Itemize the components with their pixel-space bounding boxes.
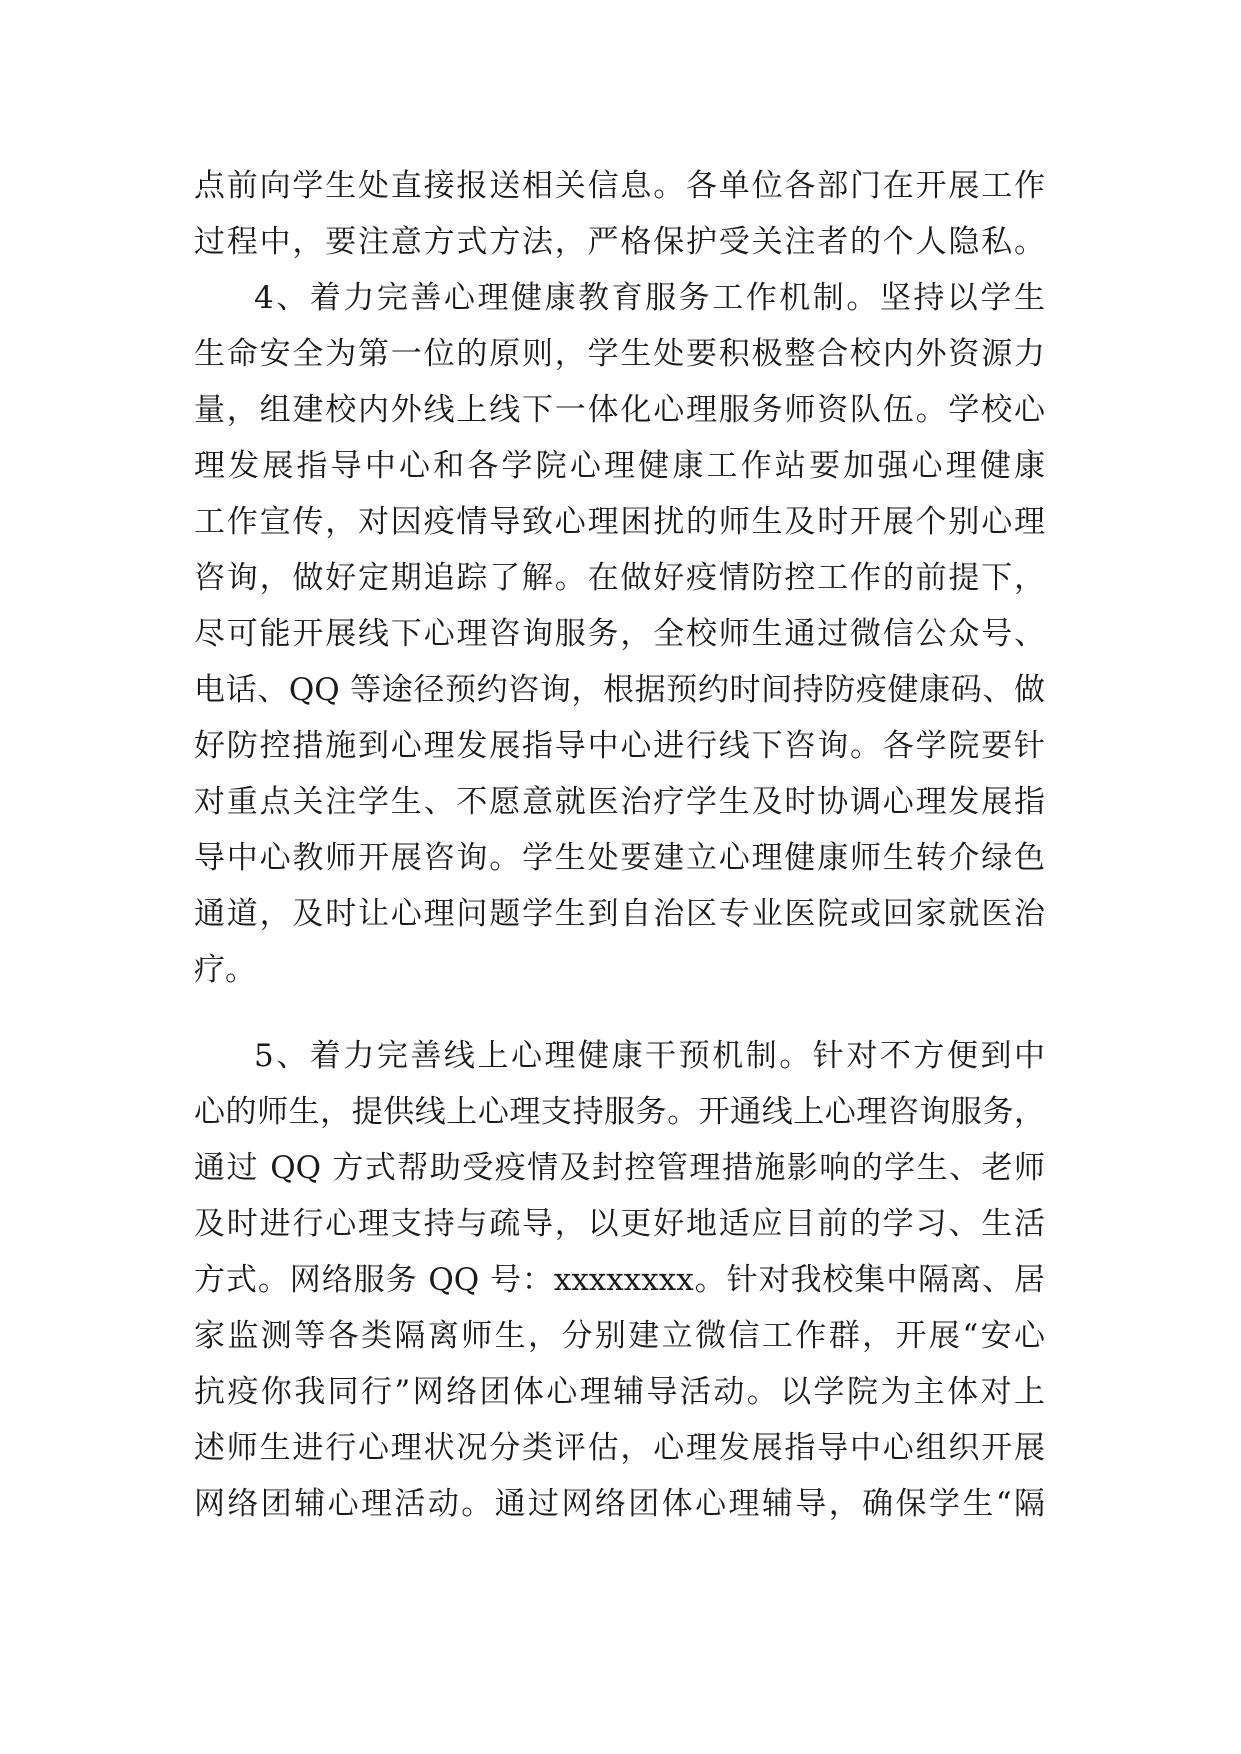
text-line: 点前向学生处直接报送相关信息。各单位各部门在开展工作 — [194, 168, 1045, 204]
text-line: 心的师生，提供线上心理支持服务。开通线上心理咨询服务， — [194, 1094, 1045, 1130]
text-line: 方式。网络服务 QQ 号：xxxxxxxx。针对我校集中隔离、居 — [194, 1262, 1045, 1298]
text-line: 过程中，要注意方式方法，严格保护受关注者的个人隐私。 — [194, 224, 1045, 260]
text-line: 工作宣传，对因疫情导致心理困扰的师生及时开展个别心理 — [194, 504, 1045, 540]
paragraph-end-line: 疗。 — [194, 952, 256, 988]
text-line: 尽可能开展线下心理咨询服务，全校师生通过微信公众号、 — [194, 616, 1045, 652]
text-line: 咨询，做好定期追踪了解。在做好疫情防控工作的前提下， — [194, 560, 1045, 596]
text-line: 对重点关注学生、不愿意就医治疗学生及时协调心理发展指 — [194, 784, 1045, 820]
text-line: 好防控措施到心理发展指导中心进行线下咨询。各学院要针 — [194, 728, 1045, 764]
paragraph-start-line: 4、着力完善心理健康教育服务工作机制。坚持以学生 — [254, 280, 1045, 316]
text-line: 通道，及时让心理问题学生到自治区专业医院或回家就医治 — [194, 896, 1045, 932]
paragraph-start-line: 5、着力完善线上心理健康干预机制。针对不方便到中 — [254, 1038, 1045, 1074]
text-line: 网络团辅心理活动。通过网络团体心理辅导，确保学生“隔 — [194, 1486, 1045, 1522]
text-line: 电话、QQ 等途径预约咨询，根据预约时间持防疫健康码、做 — [194, 672, 1045, 708]
text-line: 述师生进行心理状况分类评估，心理发展指导中心组织开展 — [194, 1430, 1045, 1466]
text-line: 量，组建校内外线上线下一体化心理服务师资队伍。学校心 — [194, 392, 1045, 428]
text-line: 及时进行心理支持与疏导，以更好地适应目前的学习、生活 — [194, 1206, 1045, 1242]
text-line: 家监测等各类隔离师生，分别建立微信工作群，开展“安心 — [194, 1318, 1045, 1354]
text-line: 理发展指导中心和各学院心理健康工作站要加强心理健康 — [194, 448, 1045, 484]
text-line: 生命安全为第一位的原则，学生处要积极整合校内外资源力 — [194, 336, 1045, 372]
text-line: 导中心教师开展咨询。学生处要建立心理健康师生转介绿色 — [194, 840, 1045, 876]
text-line: 通过 QQ 方式帮助受疫情及封控管理措施影响的学生、老师 — [194, 1150, 1045, 1186]
text-line: 抗疫你我同行”网络团体心理辅导活动。以学院为主体对上 — [194, 1374, 1045, 1410]
